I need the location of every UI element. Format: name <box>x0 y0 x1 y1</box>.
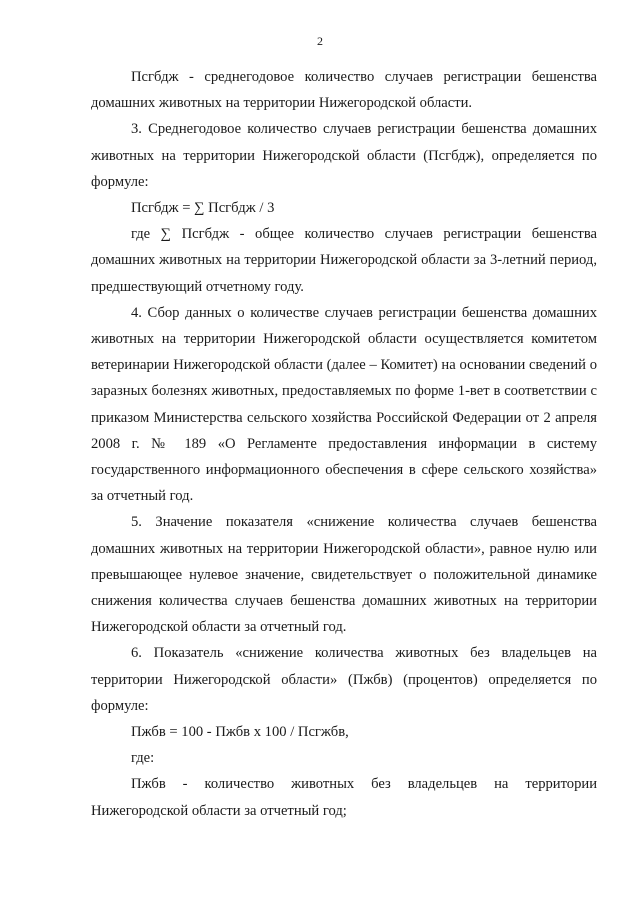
paragraph-formula-explanation: где ∑ Псгбдж - общее количество случаев регистрации бешенства домашних животных на территории Нижегородской области за 3-летний период, предшествующий отчетному году. <box>91 226 597 295</box>
formula-pzhbv: Пжбв = 100 - Пжбв х 100 / Псгжбв, <box>131 724 349 741</box>
document-body <box>91 64 597 824</box>
formula-psgbdzh: Псгбдж = ∑ Псгбдж / 3 <box>131 200 275 217</box>
paragraph-item-4: 4. Сбор данных о количестве случаев регистрации бешенства домашних животных на территории Нижегородской области осуществляется комитетом ветеринарии Нижегородской области (далее – Комитет) на основании сведений о заразных болезнях животных, предоставляемых по форме 1-вет в соответствии с приказом Министерства сельского хозяйства Российской Федерации от 2 апреля 2008 г. № 189 «О Регламенте предоставления информации в систему государственного информационного обеспечения в сфере сельского хозяйства» за отчетный год. <box>91 304 597 505</box>
paragraph-item-6: 6. Показатель «снижение количества животных без владельцев на территории Нижегородской области» (Пжбв) (процентов) определяется по формуле: <box>91 645 597 714</box>
paragraph-definition-pzhbv: Пжбв - количество животных без владельцев на территории Нижегородской области за отчетный год; <box>91 776 597 819</box>
paragraph-item-5: 5. Значение показателя «снижение количества случаев бешенства домашних животных на территории Нижегородской области», равное нулю или превышающее нулевое значение, свидетельствует о положительной динамике снижения количества случаев бешенства домашних животных на территории Нижегородской области за отчетный год. <box>91 514 597 636</box>
paragraph-definition-psgbdzh: Псгбдж - среднегодовое количество случаев регистрации бешенства домашних животных на территории Нижегородской области. <box>91 69 597 112</box>
paragraph-item-3: 3. Среднегодовое количество случаев регистрации бешенства домашних животных на территории Нижегородской области (Псгбдж), определяется по формуле: <box>91 121 597 190</box>
page-number: 2 <box>317 34 323 48</box>
paragraph-where: где: <box>131 750 155 767</box>
